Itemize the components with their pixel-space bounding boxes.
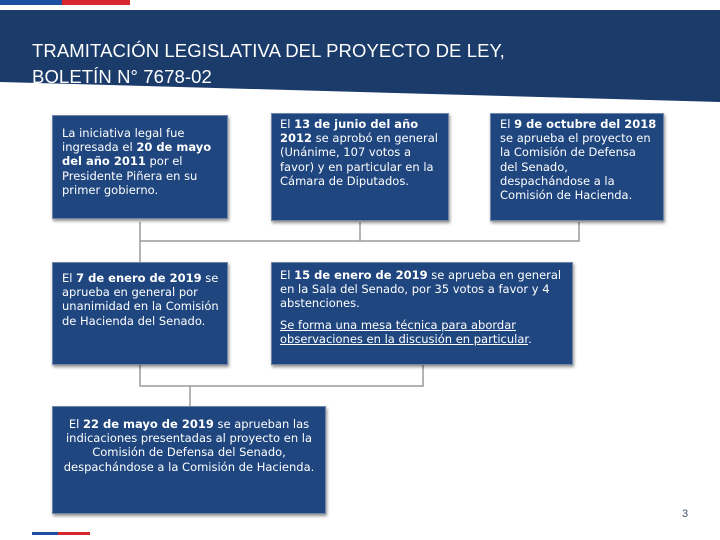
- flag-stripe-blue: [32, 532, 58, 535]
- page-number: 3: [682, 508, 689, 520]
- title-line-1: TRAMITACIÓN LEGISLATIVA DEL PROYECTO DE LEY,: [32, 40, 505, 61]
- step-box-2018: El 9 de octubre del 2018 se aprueba el proyecto en la Comisión de Defensa del Senado, despachándose a la Comisión de Hacienda.: [490, 113, 664, 221]
- step-note: Se forma una mesa técnica para abordar observaciones en la discusión en particular.: [280, 317, 532, 346]
- connector-row2-to-row3: [140, 364, 423, 386]
- flag-stripe-red: [58, 532, 90, 535]
- step-box-jan15-2019: El 15 de enero de 2019 se aprueba en general en la Sala del Senado, por 35 votos a favor y 4 abstenciones. Se forma una mesa técnica para abordar observaciones en la discusión en particular.: [271, 262, 573, 365]
- step-date: 13 de junio del año 2012: [280, 117, 419, 146]
- step-date: 15 de enero de 2019: [294, 268, 428, 282]
- step-date: 20 de mayo del año 2011: [62, 140, 212, 169]
- step-box-2012: El 13 de junio del año 2012 se aprobó en general (Unánime, 107 votos a favor) y en particular en la Cámara de Diputados.: [271, 113, 449, 221]
- step-box-jan7-2019: El 7 de enero de 2019 se aprueba en general por unanimidad en la Comisión de Hacienda del Senado.: [52, 262, 228, 365]
- step-date: 22 de mayo de 2019: [82, 417, 214, 431]
- technical-table-note: Se forma una mesa técnica para abordar observaciones en la discusión en particular: [280, 317, 529, 346]
- flag-stripe-bottom: [32, 532, 90, 535]
- step-box-may22-2019: El 22 de mayo de 2019 se aprueban las indicaciones presentadas al proyecto en la Comisión de Defensa del Senado, despachándose a la Comisión de Hacienda.: [52, 406, 326, 514]
- step-box-2011: La iniciativa legal fue ingresada el 20 de mayo del año 2011 por el Presidente Piñera en su primer gobierno.: [52, 115, 228, 219]
- title-line-2: BOLETÍN N° 7678-02: [32, 66, 212, 87]
- step-date: 9 de octubre del 2018: [514, 117, 657, 131]
- step-date: 7 de enero de 2019: [76, 271, 202, 285]
